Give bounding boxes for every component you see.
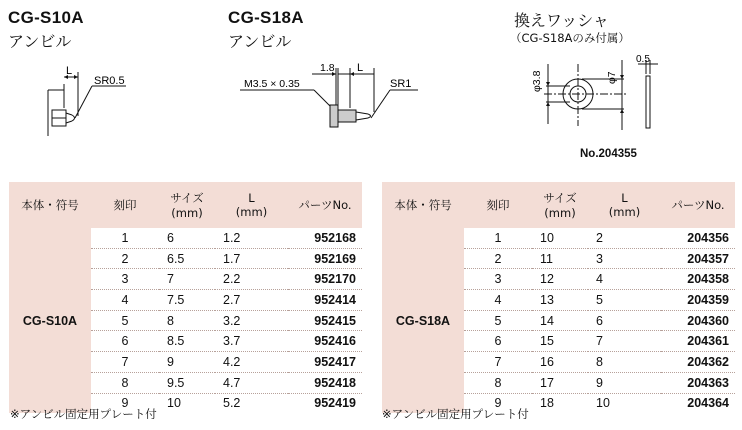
cell-part-number: 952416 [288,331,362,352]
cell-l: 10 [588,393,661,413]
cell-l: 2 [596,230,603,245]
header-l: L (mm) [215,182,288,228]
table-row [382,228,735,248]
table-header-row [9,182,362,228]
header-part: パーツNo. [288,182,362,228]
cell-l: 4.7 [215,372,288,393]
cell-l: 7 [588,331,661,352]
cell-part-number: 204364 [661,393,735,413]
cell-mark: 2 [91,248,159,269]
header-size: サイズ (mm) [159,182,215,228]
header-l: L (mm) [588,182,661,228]
cell-part-number: 204356 [687,230,729,245]
parts-table-cg-s10a [9,182,362,413]
cell-mark: 8 [91,372,159,393]
drawing2-sr-label: SR1 [390,78,412,90]
washer-dia-small-label: φ3.8 [531,70,543,92]
cell-mark: 4 [464,290,532,311]
header-body: 本体・符号 [9,182,91,228]
cell-size: 14 [532,310,588,331]
cell-part-number: 204360 [661,310,735,331]
header-body: 本体・符号 [382,182,464,228]
anvil-s10a-drawing [40,60,150,140]
cell-part-number: 204363 [661,372,735,393]
cell-part-number: 952419 [288,393,362,413]
cell-l: 9 [588,372,661,393]
cell-size: 18 [532,393,588,413]
cell-mark: 4 [91,290,159,311]
cell-part-number: 204361 [661,331,735,352]
cell-l: 2.7 [215,290,288,311]
cell-l: 8 [588,352,661,373]
product-name-cg-s10a: アンビル [8,32,72,51]
header-size: サイズ (mm) [532,182,588,228]
header-part: パーツNo. [661,182,735,228]
cell-size: 10 [159,393,215,413]
cell-mark: 1 [494,230,502,245]
cell-l: 4 [588,269,661,290]
cell-size: 6.5 [159,248,215,269]
cell-size: 16 [532,352,588,373]
cell-size: 15 [532,331,588,352]
product-code-cg-s18a: CG-S18A [228,8,304,27]
washer-subtitle: （CG-S18Aのみ付属） [510,31,630,45]
cell-mark: 2 [464,248,532,269]
cell-mark: 7 [91,352,159,373]
cell-mark: 8 [464,372,532,393]
cell-l: 5.2 [215,393,288,413]
table-header-row [382,182,735,228]
washer-part-number: No.204355 [580,148,637,160]
cell-mark: 7 [464,352,532,373]
header-mark: 刻印 [91,182,159,228]
cell-part-number: 204362 [661,352,735,373]
group-label: CG-S10A [9,228,91,413]
washer-title: 換えワッシャ [514,11,609,30]
drawing1-l-label: L [66,65,73,77]
cell-size: 10 [540,230,554,245]
cell-size: 11 [532,248,588,269]
cell-mark: 6 [91,331,159,352]
cell-part-number: 952414 [288,290,362,311]
cell-size: 13 [532,290,588,311]
drawing2-thread-label: M3.5 × 0.35 [244,78,300,90]
cell-mark: 5 [464,310,532,331]
drawing1-sr-label: SR0.5 [94,75,125,87]
cell-l: 3.2 [215,310,288,331]
cell-part-number: 952169 [288,248,362,269]
cell-part-number: 204357 [661,248,735,269]
washer-dia-large-label: φ7 [606,71,618,84]
cell-part-number: 204358 [661,269,735,290]
cell-mark: 5 [91,310,159,331]
cell-l: 2.2 [215,269,288,290]
group-label: CG-S18A [382,228,464,413]
cell-mark: 3 [464,269,532,290]
cell-size: 8.5 [159,331,215,352]
cell-size: 7.5 [159,290,215,311]
cell-l: 5 [588,290,661,311]
cell-part-number: 204359 [661,290,735,311]
cell-l: 6 [588,310,661,331]
cell-part-number: 952418 [288,372,362,393]
cell-mark: 9 [464,393,532,413]
drawing2-l-label: L [357,62,364,74]
parts-table-cg-s18a [382,182,735,413]
table-row [9,228,362,248]
cell-mark: 6 [464,331,532,352]
cell-size: 8 [159,310,215,331]
cell-l: 4.2 [215,352,288,373]
drawing2-18-label: 1.8 [320,62,335,74]
product-name-cg-s18a: アンビル [228,32,292,51]
cell-mark: 1 [121,230,129,245]
washer-drawing [522,54,672,134]
anvil-s18a-drawing [240,60,420,135]
cell-size: 7 [159,269,215,290]
cell-size: 17 [532,372,588,393]
cell-part-number: 952170 [288,269,362,290]
cell-part-number: 952415 [288,310,362,331]
product-code-cg-s10a: CG-S10A [8,8,84,27]
cell-size: 6 [167,230,174,245]
cell-part-number: 952168 [314,230,356,245]
washer-thickness-label: 0.5 [636,54,650,65]
cell-size: 9.5 [159,372,215,393]
cell-size: 12 [532,269,588,290]
cell-mark: 9 [91,393,159,413]
cell-l: 3 [588,248,661,269]
table2-note: ※アンビル固定用プレート付 [382,407,529,421]
cell-l: 1.2 [223,230,241,245]
cell-part-number: 952417 [288,352,362,373]
table1-note: ※アンビル固定用プレート付 [10,407,157,421]
cell-size: 9 [159,352,215,373]
header-mark: 刻印 [464,182,532,228]
cell-mark: 3 [91,269,159,290]
cell-l: 3.7 [215,331,288,352]
cell-l: 1.7 [215,248,288,269]
